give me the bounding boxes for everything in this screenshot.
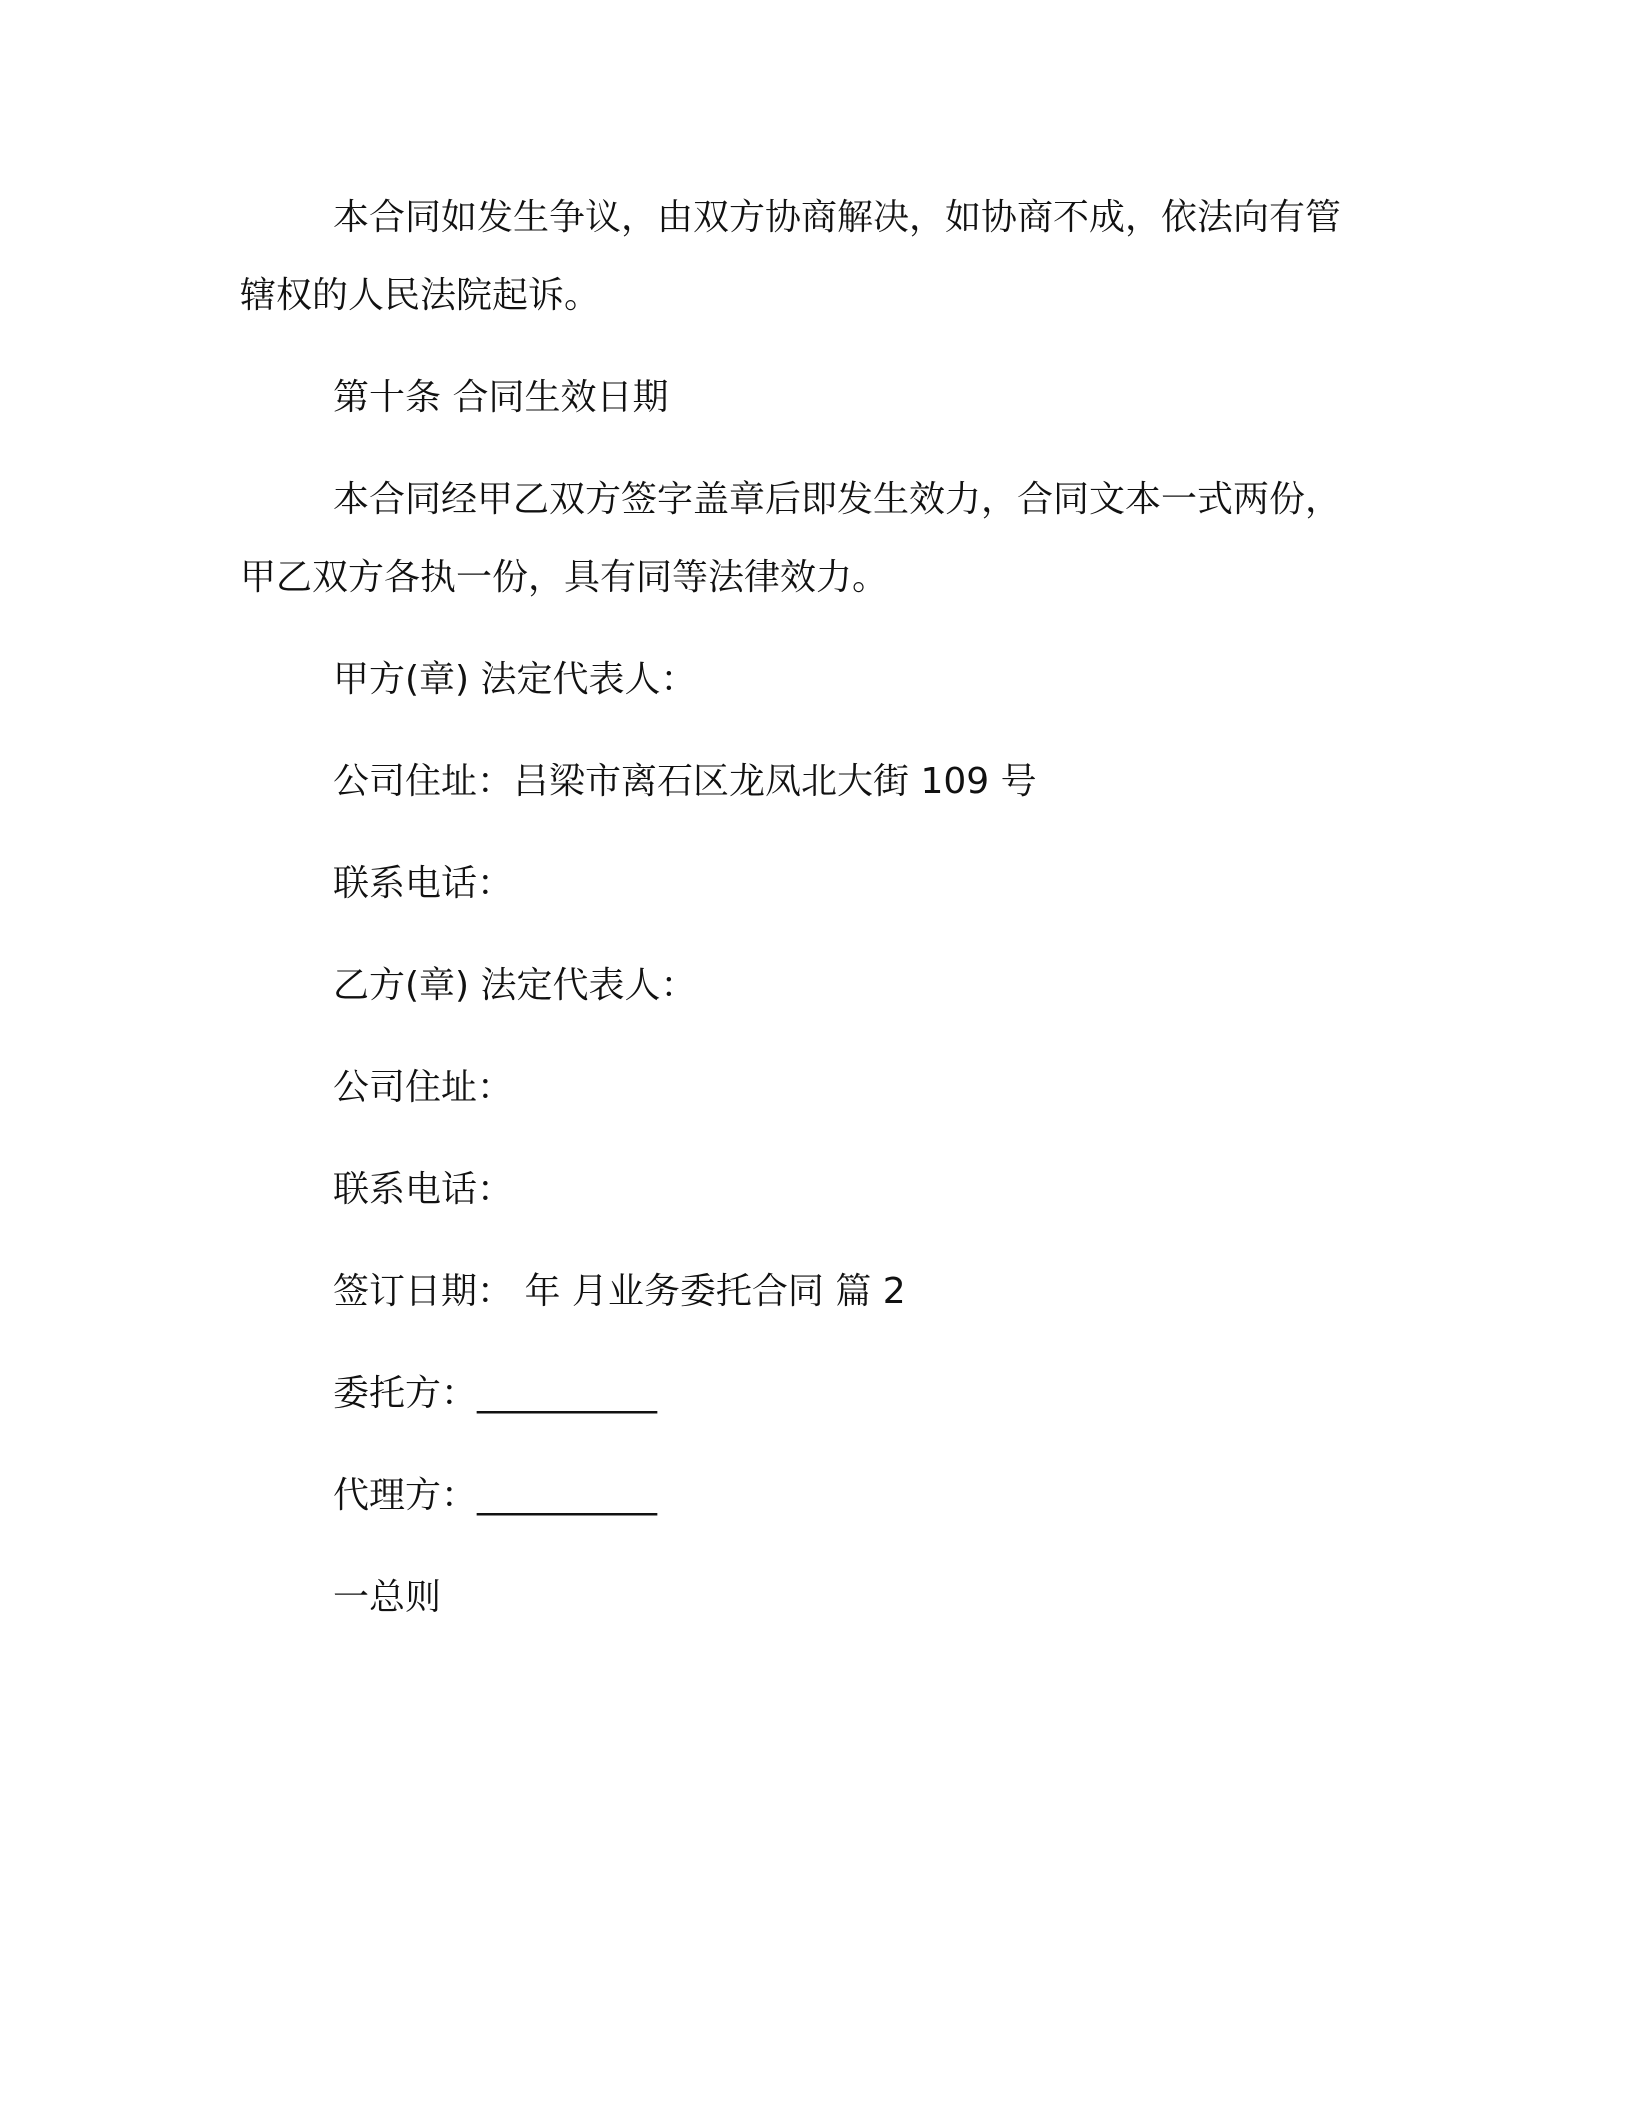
- party-a-representative: 甲方(章) 法定代表人：: [333, 659, 697, 700]
- effective-clause-line-1: 本合同经甲乙双方签字盖章后即发生效力，合同文本一式两份，: [333, 479, 1342, 520]
- principal-line: 委托方：__________: [333, 1373, 658, 1414]
- article-10-heading: 第十条 合同生效日期: [333, 377, 669, 418]
- signing-date-line: 签订日期： 年 月业务委托合同 篇 2: [333, 1271, 906, 1312]
- effective-clause-line-2: 甲乙双方各执一份，具有同等法律效力。: [240, 557, 889, 598]
- party-a-phone: 联系电话：: [333, 863, 514, 904]
- party-a-address: 公司住址：吕梁市离石区龙凤北大街 109 号: [333, 761, 1037, 802]
- party-b-representative: 乙方(章) 法定代表人：: [333, 965, 697, 1006]
- party-b-phone: 联系电话：: [333, 1169, 514, 1210]
- party-b-address: 公司住址：: [333, 1067, 514, 1108]
- agent-line: 代理方：__________: [333, 1475, 658, 1516]
- dispute-clause-line-2: 辖权的人民法院起诉。: [240, 275, 601, 316]
- general-provisions-heading: 一总则: [333, 1577, 442, 1618]
- dispute-clause-line-1: 本合同如发生争议，由双方协商解决，如协商不成，依法向有管: [333, 197, 1342, 238]
